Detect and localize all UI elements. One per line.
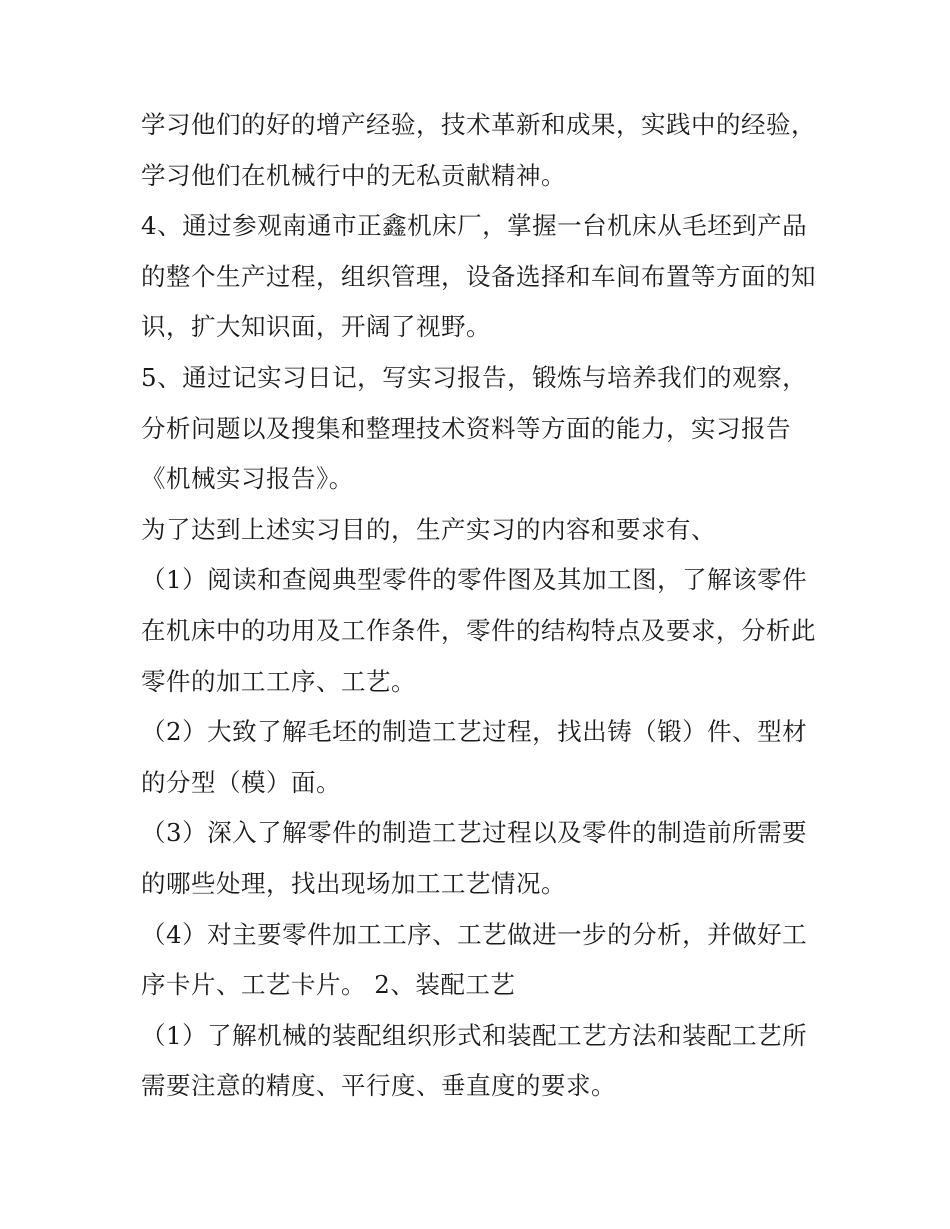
text-line: 4、通过参观南通市正鑫机床厂，掌握一台机床从毛坯到产品 (141, 211, 808, 241)
text-line: （1）了解机械的装配组织形式和装配工艺方法和装配工艺所 (141, 1020, 808, 1050)
text-line: 为了达到上述实习目的，生产实习的内容和要求有、 (141, 514, 716, 544)
text-line: （3）深入了解零件的制造工艺过程以及零件的制造前所需要 (141, 818, 808, 848)
text-line: （2）大致了解毛坯的制造工艺过程，找出铸（锻）件、型材 (141, 717, 808, 747)
text-line: 学习他们的好的增产经验，技术革新和成果，实践中的经验， (141, 110, 816, 139)
document-body (141, 100, 831, 1112)
text-line: （1）阅读和查阅典型零件的零件图及其加工图，了解该零件 (141, 565, 808, 595)
text-line: （4）对主要零件加工工序、工艺做进一步的分析，并做好工 (141, 919, 808, 949)
text-line: 需要注意的精度、平行度、垂直度的要求。 (141, 1071, 616, 1101)
text-line: 零件的加工工序、工艺。 (141, 666, 416, 696)
text-line: 学习他们在机械行中的无私贡献精神。 (141, 160, 566, 190)
text-line: 5、通过记实习日记，写实习报告，锻炼与培养我们的观察， (141, 362, 808, 392)
text-line: 的分型（模）面。 (141, 767, 341, 797)
text-line: 序卡片、工艺卡片。 2、装配工艺 (141, 970, 516, 1000)
text-line: 识，扩大知识面，开阔了视野。 (141, 312, 491, 342)
text-line: 在机床中的功用及工作条件，零件的结构特点及要求，分析此 (141, 615, 816, 645)
text-line: 的整个生产过程，组织管理，设备选择和车间布置等方面的知 (141, 261, 816, 291)
text-line: 的哪些处理，找出现场加工工艺情况。 (141, 868, 566, 898)
text-line: 《机械实习报告》。 (141, 464, 354, 494)
text-line: 分析问题以及搜集和整理技术资料等方面的能力，实习报告 (141, 413, 791, 443)
